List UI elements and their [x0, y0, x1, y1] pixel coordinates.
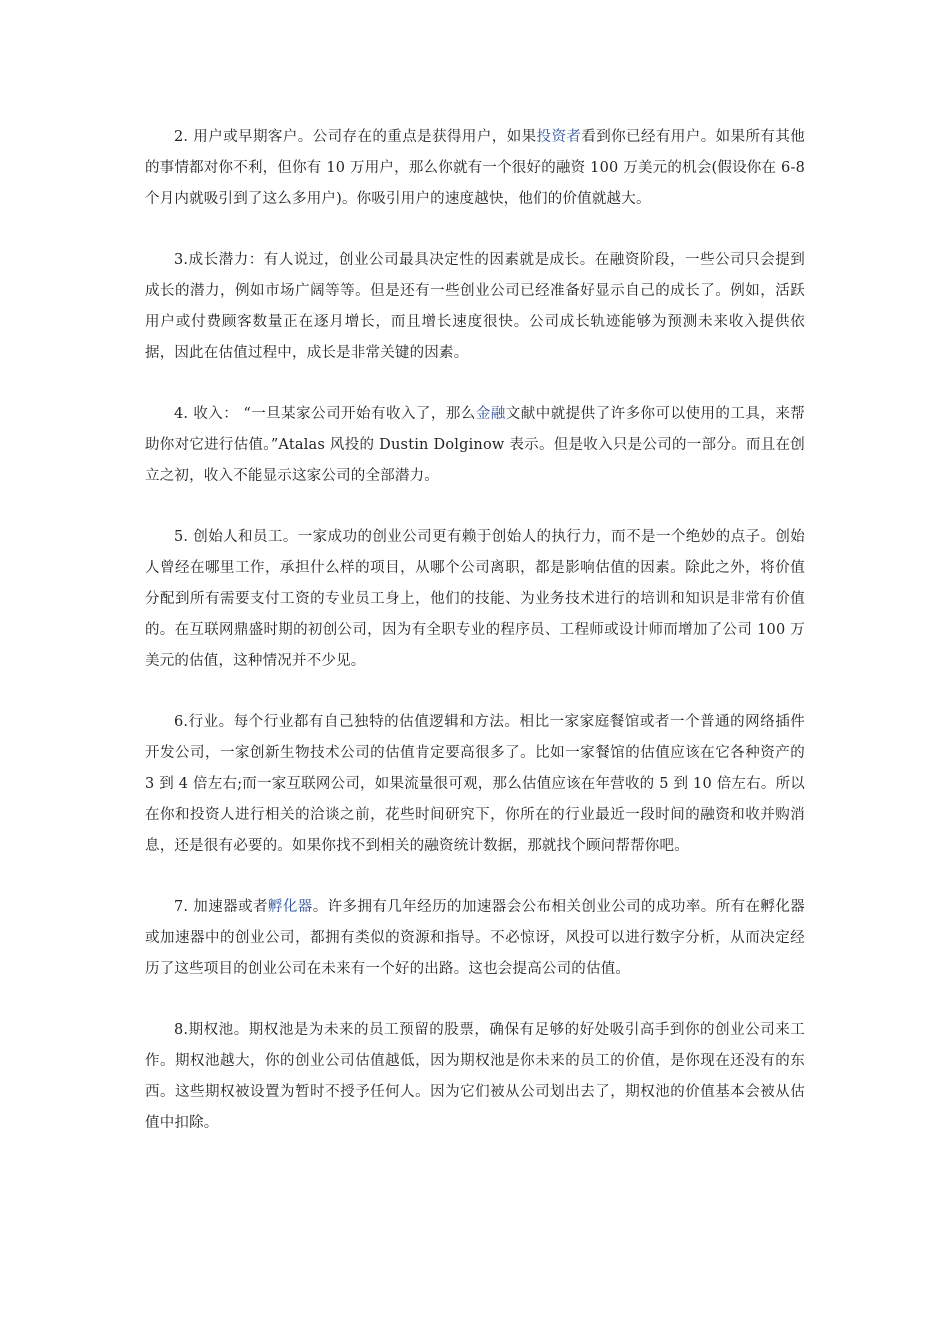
investor-link[interactable]: 投资者: [536, 129, 582, 145]
document-body: [145, 122, 805, 1169]
paragraph-users-text-2: 看到你已经有用户。如果所有其他的事情都对你不利，但你有 10 万用户，那么你就有一个很好的融资 100 万美元的机会(假设你在 6-8 个月内就吸引到了这么多用户)。你吸引用户的速度越快，他们的价值就越大。: [145, 129, 805, 207]
paragraph-revenue-text-1: 4. 收入： “一旦某家公司开始有收入了，那么: [174, 406, 476, 422]
paragraph-accelerator: [145, 892, 805, 985]
paragraph-accelerator-text-2: 。许多拥有几年经历的加速器会公布相关创业公司的成功率。所有在孵化器或加速器中的创业公司，都拥有类似的资源和指导。不必惊讶，风投可以进行数字分析，从而决定经历了这些项目的创业公司在未来有一个好的出路。这也会提高公司的估值。: [145, 899, 805, 977]
paragraph-option-pool: 8.期权池。期权池是为未来的员工预留的股票，确保有足够的好处吸引高手到你的创业公司来工作。期权池越大，你的创业公司估值越低，因为期权池是你未来的员工的价值，是你现在还没有的东西。这些期权被设置为暂时不授予任何人。因为它们被从公司划出去了，期权池的价值基本会被从估值中扣除。: [145, 1022, 805, 1131]
paragraph-industry: 6.行业。每个行业都有自己独特的估值逻辑和方法。相比一家家庭餐馆或者一个普通的网络插件开发公司，一家创新生物技术公司的估值肯定要高很多了。比如一家餐馆的估值应该在它各种资产的 3 到 4 倍左右;而一家互联网公司，如果流量很可观，那么估值应该在年营收的 5 到 10 倍左右。所以在你和投资人进行相关的洽谈之前，花些时间研究下，你所在的行业最近一段时间的融资和收并购消息，还是很有必要的。如果你找不到相关的融资统计数据，那就找个顾问帮帮你吧。: [145, 714, 805, 854]
paragraph-revenue-text-2: 文献中就提供了许多你可以使用的工具，来帮助你对它进行估值。”Atalas 风投的 Dustin Dolginow 表示。但是收入只是公司的一部分。而且在创立之初，收入不能显示这家公司的全部潜力。: [145, 406, 805, 484]
finance-link[interactable]: 金融: [475, 406, 506, 422]
paragraph-founders: 5. 创始人和员工。一家成功的创业公司更有赖于创始人的执行力，而不是一个绝妙的点子。创始人曾经在哪里工作，承担什么样的项目，从哪个公司离职，都是影响估值的因素。除此之外，将价值分配到所有需要支付工资的专业员工身上，他们的技能、为业务技术进行的培训和知识是非常有价值的。在互联网鼎盛时期的初创公司，因为有全职专业的程序员、工程师或设计师而增加了公司 100 万美元的估值，这种情况并不少见。: [145, 529, 805, 669]
paragraph-growth: 3.成长潜力：有人说过，创业公司最具决定性的因素就是成长。在融资阶段，一些公司只会提到成长的潜力，例如市场广阔等等。但是还有一些创业公司已经准备好显示自己的成长了。例如，活跃用户或付费顾客数量正在逐月增长，而且增长速度很快。公司成长轨迹能够为预测未来收入提供依据，因此在估值过程中，成长是非常关键的因素。: [145, 252, 805, 361]
paragraph-accelerator-text-1: 7. 加速器或者: [174, 899, 268, 915]
paragraph-revenue: [145, 399, 805, 492]
paragraph-users: [145, 122, 805, 215]
paragraph-users-text-1: 2. 用户或早期客户。公司存在的重点是获得用户，如果: [174, 129, 537, 145]
incubator-link[interactable]: 孵化器: [267, 899, 313, 915]
